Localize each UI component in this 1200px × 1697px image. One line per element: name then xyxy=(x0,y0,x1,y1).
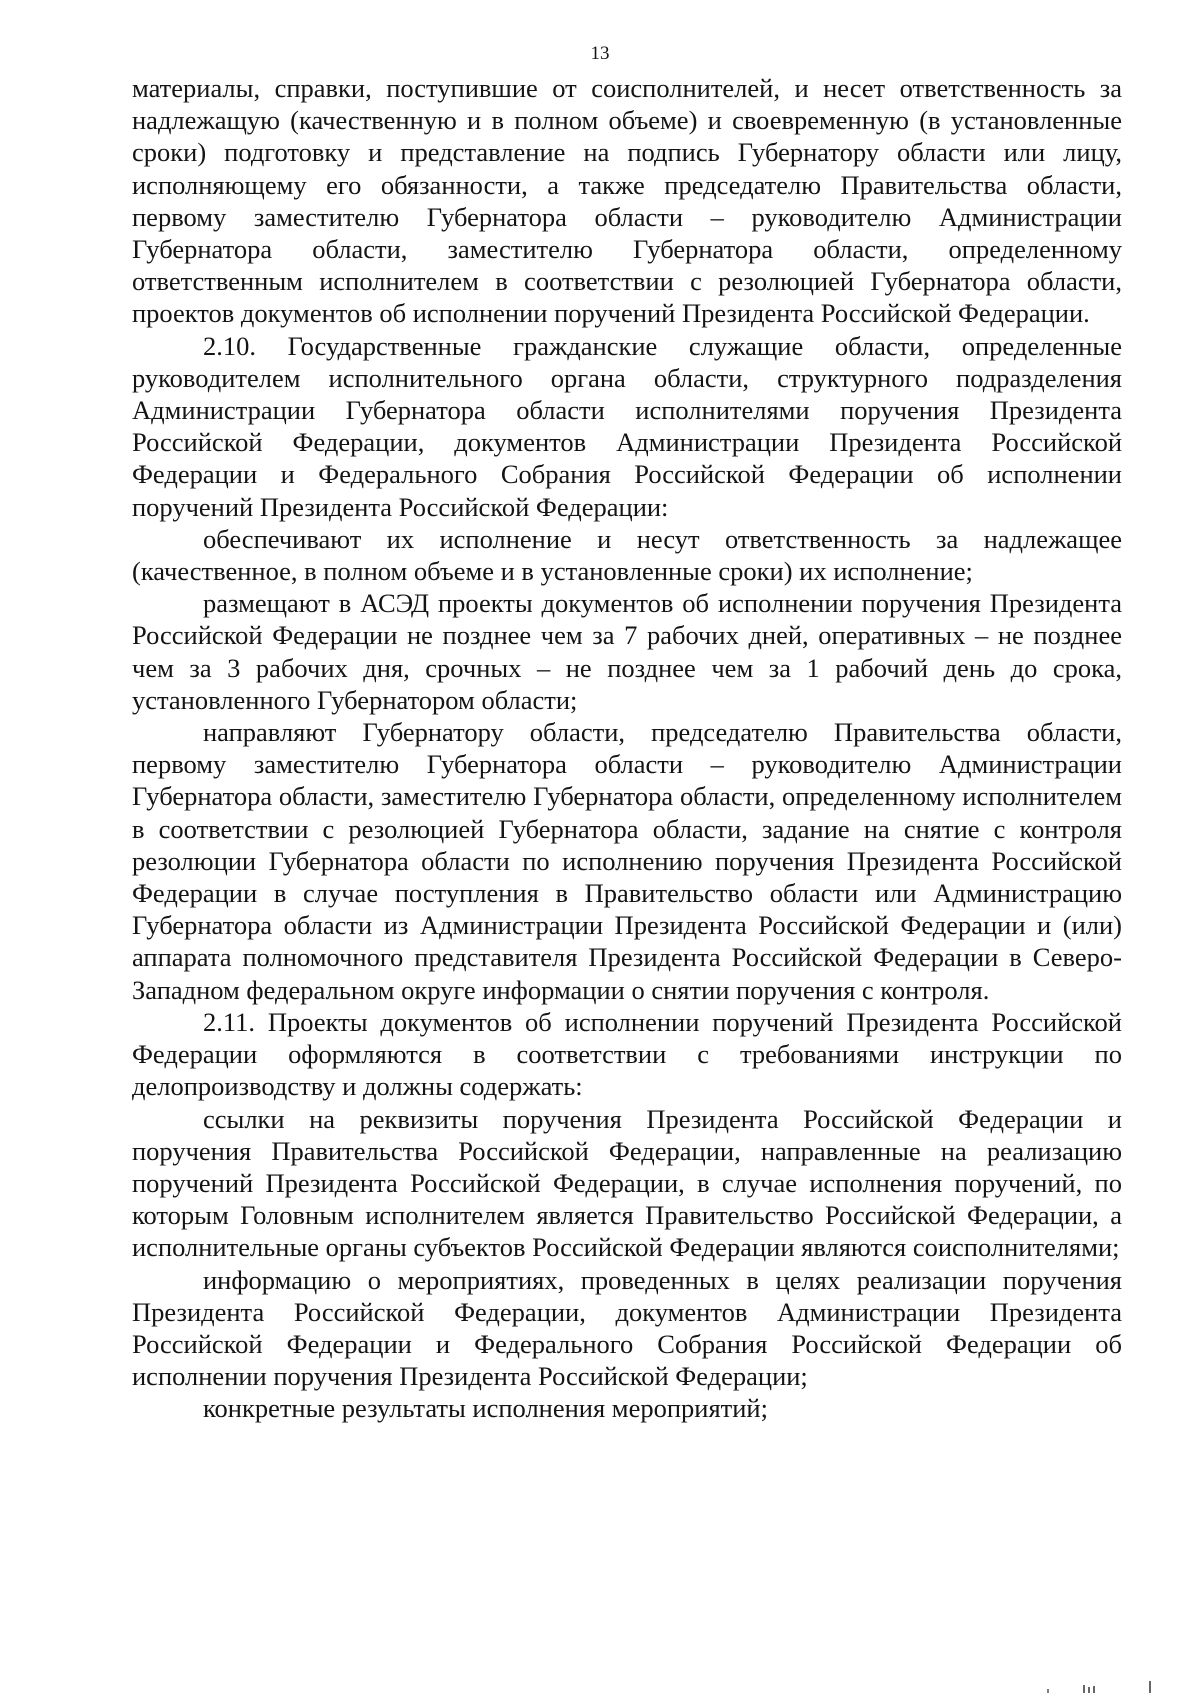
paragraph-2-11: 2.11. Проекты документов об исполнении поручений Президента Российской Федерации оформляются в соответствии с требованиями инструкции по делопроизводству и должны содержать: xyxy=(132,1006,1122,1102)
paragraph-results: конкретные результаты исполнения мероприятий; xyxy=(203,1393,768,1424)
page-number: 13 xyxy=(590,43,610,64)
paragraph-information: информацию о мероприятиях, проведенных в целях реализации поручения Президента Российской Федерации, документов Администрации Президента Российской Федерации и Федерального Собрания Российской Федерации об исполнении поручения Президента Российской Федерации; xyxy=(132,1264,1122,1392)
paragraph-post-drafts: размещают в АСЭД проекты документов об исполнении поручения Президента Российской Федерации не позднее чем за 7 рабочих дней, оперативных – не позднее чем за 3 рабочих дня, срочных – не позднее чем за 1 рабочий день до срока, установленного Губернатором области; xyxy=(132,588,1122,715)
paragraph-2-10: 2.10. Государственные гражданские служащие области, определенные руководителем исполнительного органа области, структурного подразделения Администрации Губернатора области исполнителями поручения Президента Российской Федерации, документов Администрации Президента Российской Федерации и Федерального Собрания Российской Федерации об исполнении поручений Президента Российской Федерации: xyxy=(132,330,1122,522)
paragraph-send-task: направляют Губернатору области, председателю Правительства области, первому заместителю Губернатора области – руководителю Администрации Губернатора области, заместителю Губернатора области, определенному исполнителем в соответствии с резолюцией Губернатора области, задание на снятие с контроля резолюции Губернатора области по исполнению поручения Президента Российской Федерации в случае поступления в Правительство области или Администрацию Губернатора области из Администрации Президента Российской Федерации и (или) аппарата полномочного представителя Президента Российской Федерации в Северо-Западном федеральном округе информации о снятии поручения с контроля. xyxy=(132,717,1122,1005)
paragraph-references: ссылки на реквизиты поручения Президента Российской Федерации и поручения Правительства Российской Федерации, направленные на реализацию поручений Президента Российской Федерации, в случае исполнения поручений, по которым Головным исполнителем является Правительство Российской Федерации, а исполнительные органы субъектов Российской Федерации являются соисполнителями; xyxy=(132,1103,1122,1263)
paragraph-ensure-execution: обеспечивают их исполнение и несут ответственность за надлежащее (качественное, в полном объеме и в установленные сроки) их исполнение; xyxy=(132,523,1122,587)
paragraph-continuation: материалы, справки, поступившие от соисполнителей, и несет ответственность за надлежащую (качественную и в полном объеме) и своевременную (в установленные сроки) подготовку и представление на подпись Губернатору области или лицу, исполняющему его обязанности, а также председателю Правительства области, первому заместителю Губернатора области – руководителю Администрации Губернатора области, заместителю Губернатора области, определенному ответственным исполнителем в соответствии с резолюцией Губернатора области, проектов документов об исполнении поручений Президента Российской Федерации. xyxy=(132,73,1122,329)
document-body xyxy=(132,72,1122,1425)
scan-artifact xyxy=(1040,1679,1160,1693)
